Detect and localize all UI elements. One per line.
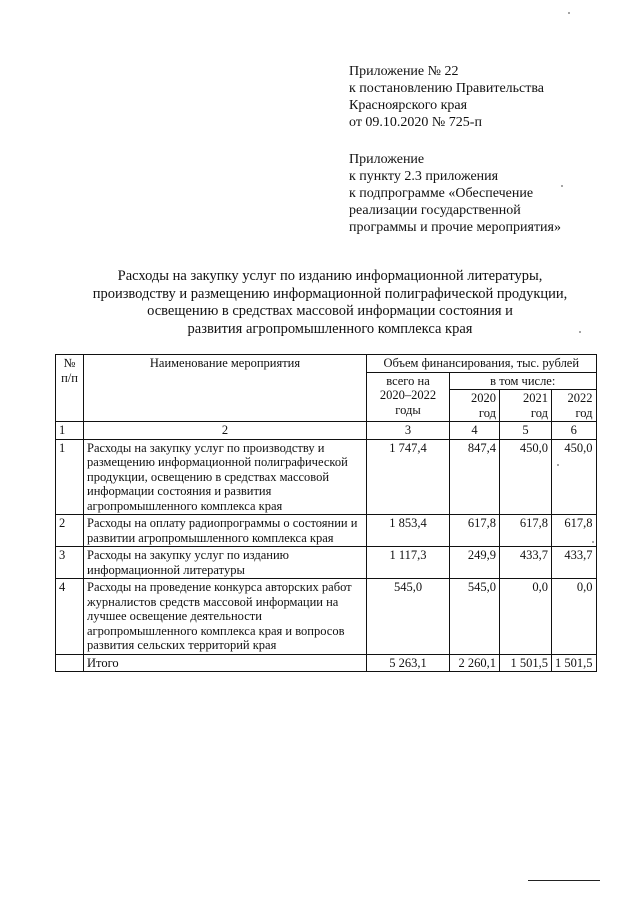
appendix-main-line: Приложение № 22 [349,64,459,79]
scan-speck [568,12,570,14]
title-line: производству и размещению информационной полиграфической продукции, [92,285,568,302]
row-2021: 0,0 [500,579,552,655]
row-2022: 450,0 [552,439,597,515]
row-2021: 617,8 [500,515,552,547]
row-total: 1 853,4 [367,515,450,547]
row-2020: 617,8 [450,515,500,547]
table-header-row [56,355,597,373]
row-name: Расходы на проведение конкурса авторских работ журналистов средств массовой информации на лучшее освещение деятельности агропромышленного комплекса края и вопросов развития сельских территорий края [84,579,367,655]
document-title [40,268,620,338]
total-label: Итого [84,654,367,672]
total-sum: 5 263,1 [367,654,450,672]
row-total: 545,0 [367,579,450,655]
table-row [56,515,597,547]
header-year-2020: 2020 год [450,390,500,422]
total-2020: 2 260,1 [450,654,500,672]
financing-table [55,354,597,672]
row-name: Расходы на оплату радиопрограммы о состоянии и развитии агропромышленного комплекса края [84,515,367,547]
scan-speck [592,541,594,543]
table-row [56,547,597,579]
row-total: 1 747,4 [367,439,450,515]
appendix-sub-line: к пункту 2.3 приложения [349,169,499,184]
appendix-sub-line: программы и прочие мероприятия» [349,220,561,235]
header-year-2022: 2022 год [552,390,597,422]
column-number-row [56,422,597,440]
appendix-sub-line: Приложение [349,152,425,167]
bottom-rule [528,880,600,881]
row-name: Расходы на закупку услуг по производству и размещению информационной полиграфической продукции, освещению в средствах массовой информации состояния и развития агропромышленного комплекса края [84,439,367,515]
col-number-cell: 1 [56,422,84,440]
header-total: всего на 2020–2022 годы [367,372,450,422]
row-num: 4 [56,579,84,655]
row-2022: 617,8 [552,515,597,547]
scan-speck [561,185,563,187]
title-line: освещению в средствах массовой информации состояния и [147,303,513,319]
row-num: 2 [56,515,84,547]
row-num: 3 [56,547,84,579]
total-num-empty [56,654,84,672]
scan-speck [579,331,581,333]
total-2021: 1 501,5 [500,654,552,672]
row-2020: 249,9 [450,547,500,579]
appendix-sub-line: реализации государственной [349,203,521,218]
row-2020: 847,4 [450,439,500,515]
header-including: в том числе: [450,372,597,390]
row-2021: 433,7 [500,547,552,579]
row-2022: 433,7 [552,547,597,579]
table-total-row [56,654,597,672]
appendix-sub-header [349,151,561,236]
total-2022: 1 501,5 [552,654,597,672]
row-2022: 0,0 [552,579,597,655]
row-2020: 545,0 [450,579,500,655]
col-number-cell: 4 [450,422,500,440]
scan-speck [557,464,559,466]
col-number-cell: 6 [552,422,597,440]
header-year-2021: 2021 год [500,390,552,422]
appendix-sub-line: к подпрограмме «Обеспечение [349,186,534,201]
row-2021: 450,0 [500,439,552,515]
header-name: Наименование мероприятия [84,355,367,422]
title-line: развития агропромышленного комплекса края [187,320,473,337]
row-name: Расходы на закупку услуг по изданию информационной литературы [84,547,367,579]
row-total: 1 117,3 [367,547,450,579]
appendix-main-header [349,63,544,131]
col-number-cell: 5 [500,422,552,440]
col-number-cell: 3 [367,422,450,440]
row-num: 1 [56,439,84,515]
appendix-main-line: Красноярского края [349,98,468,113]
appendix-main-line: к постановлению Правительства [349,81,545,96]
table-row [56,579,597,655]
appendix-main-line: от 09.10.2020 № 725-п [349,115,482,130]
table-row [56,439,597,515]
title-line: Расходы на закупку услуг по изданию информационной литературы, [117,268,543,284]
header-num: № п/п [56,355,84,422]
col-number-cell: 2 [84,422,367,440]
header-funding: Объем финансирования, тыс. рублей [367,355,597,373]
